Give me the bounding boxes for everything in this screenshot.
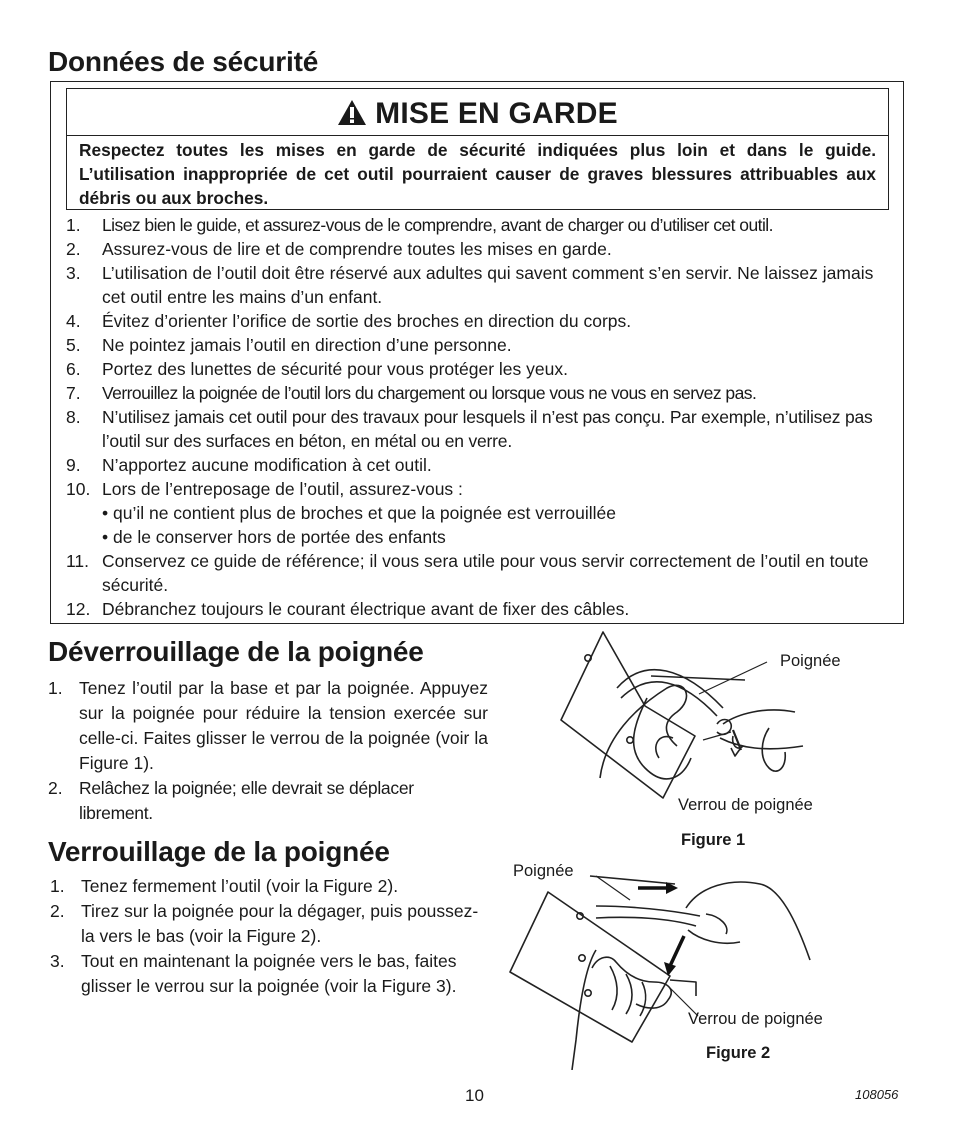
item-text: N’apportez aucune modification à cet outil. — [102, 455, 432, 475]
item-text: Ne pointez jamais l’outil en direction d’une personne. — [102, 335, 512, 355]
item-text: Conservez ce guide de référence; il vous sera utile pour vous servir correctement de l’outil en toute sécurité. — [102, 551, 869, 595]
figure-2-latch-callout: Verrou de poignée — [688, 1010, 823, 1028]
list-item — [66, 381, 894, 405]
item-number: 1. — [48, 678, 63, 698]
item-number: 11. — [66, 551, 90, 571]
item-number: 1. — [50, 876, 65, 896]
list-item — [50, 949, 480, 999]
list-item — [66, 453, 894, 477]
list-item — [66, 261, 894, 309]
document-code: 108056 — [855, 1087, 899, 1102]
item-number: 10. — [66, 479, 91, 499]
figure-1-latch-callout: Verrou de poignée — [678, 796, 813, 814]
safety-heading: Données de sécurité — [48, 46, 319, 77]
item-text: Relâchez la poignée; elle devrait se déplacer librement. — [79, 778, 414, 823]
list-item — [50, 874, 480, 899]
item-text: Tirez sur la poignée pour la dégager, puis poussez-la vers le bas (voir la Figure 2). — [81, 901, 479, 946]
item-text: N’utilisez jamais cet outil pour des travaux pour lesquels il n’est pas conçu. Par exemple, n’utilisez pas l’outil sur des surfaces en béton, en métal ou en verre. — [102, 407, 873, 451]
lock-heading: Verrouillage de la poignée — [48, 836, 390, 867]
item-text: Verrouillez la poignée de l’outil lors du chargement ou lorsque vous ne vous en servez pas. — [102, 383, 757, 403]
figure-1-illustration — [555, 628, 805, 803]
list-item — [48, 776, 488, 826]
item-text: Tenez l’outil par la base et par la poignée. Appuyez sur la poignée pour réduire la tension exercée sur celle-ci. Faites glisser le verrou de la poignée (voir la Figure 1). — [79, 678, 488, 773]
list-item — [66, 237, 894, 261]
figure-1-label: Figure 1 — [681, 831, 746, 849]
unlock-heading: Déverrouillage de la poignée — [48, 636, 424, 667]
item-text: Tout en maintenant la poignée vers le bas, faites glisser le verrou sur la poignée (voir la Figure 3). — [81, 951, 457, 996]
figure-2-label: Figure 2 — [706, 1044, 771, 1062]
list-item — [50, 899, 480, 949]
item-number: 2. — [66, 239, 81, 259]
item-number: 12. — [66, 599, 91, 619]
warning-triangle-icon — [337, 99, 367, 134]
list-item — [66, 357, 894, 381]
figure-2-illustration — [500, 870, 830, 1070]
item-text: Lisez bien le guide, et assurez-vous de le comprendre, avant de charger ou d’utiliser cet outil. — [102, 215, 773, 235]
item-text: Débranchez toujours le courant électrique avant de fixer des câbles. — [102, 599, 630, 619]
list-item — [66, 213, 894, 237]
item-text: L’utilisation de l’outil doit être réservé aux adultes qui savent comment s’en servir. Ne laissez jamais cet outil entre les mains d’un enfant. — [102, 263, 874, 307]
warning-title: MISE EN GARDE — [375, 97, 618, 130]
item-number: 2. — [50, 901, 65, 921]
item-number: 6. — [66, 359, 81, 379]
item-text: Évitez d’orienter l’orifice de sortie des broches en direction du corps. — [102, 311, 632, 331]
list-item — [66, 309, 894, 333]
item-number: 3. — [50, 951, 65, 971]
warning-text: Respectez toutes les mises en garde de sécurité indiquées plus loin et dans le guide. L’utilisation inappropriée de cet outil pourraient causer de graves blessures attribuables aux débris ou aux broches. — [79, 140, 876, 208]
warning-panel — [66, 88, 889, 210]
item-number: 4. — [66, 311, 81, 331]
item-text: Portez des lunettes de sécurité pour vous protéger les yeux. — [102, 359, 568, 379]
unlock-steps-list — [48, 676, 488, 826]
item-number: 7. — [66, 383, 81, 403]
page-number: 10 — [465, 1086, 484, 1105]
sub-item: • de le conserver hors de portée des enfants — [102, 527, 446, 547]
warning-title-row — [67, 97, 888, 134]
safety-rules-list — [66, 213, 894, 621]
figure-1-handle-callout: Poignée — [780, 652, 841, 670]
list-item — [48, 676, 488, 776]
item-number: 3. — [66, 263, 81, 283]
figure-2-handle-callout: Poignée — [513, 862, 574, 880]
item-text: Assurez-vous de lire et de comprendre toutes les mises en garde. — [102, 239, 612, 259]
list-item — [66, 549, 894, 597]
sub-item: • qu’il ne contient plus de broches et que la poignée est verrouillée — [102, 503, 616, 523]
list-item — [66, 405, 894, 453]
list-item — [66, 477, 894, 549]
item-number: 1. — [66, 215, 81, 235]
list-item — [66, 333, 894, 357]
item-number: 9. — [66, 455, 81, 475]
item-number: 5. — [66, 335, 81, 355]
item-number: 8. — [66, 407, 81, 427]
item-number: 2. — [48, 778, 63, 798]
lock-steps-list — [50, 874, 480, 999]
warning-divider — [67, 135, 888, 136]
list-item — [66, 597, 894, 621]
item-text: Lors de l’entreposage de l’outil, assurez-vous : — [102, 479, 463, 499]
item-text: Tenez fermement l’outil (voir la Figure 2). — [81, 876, 399, 896]
